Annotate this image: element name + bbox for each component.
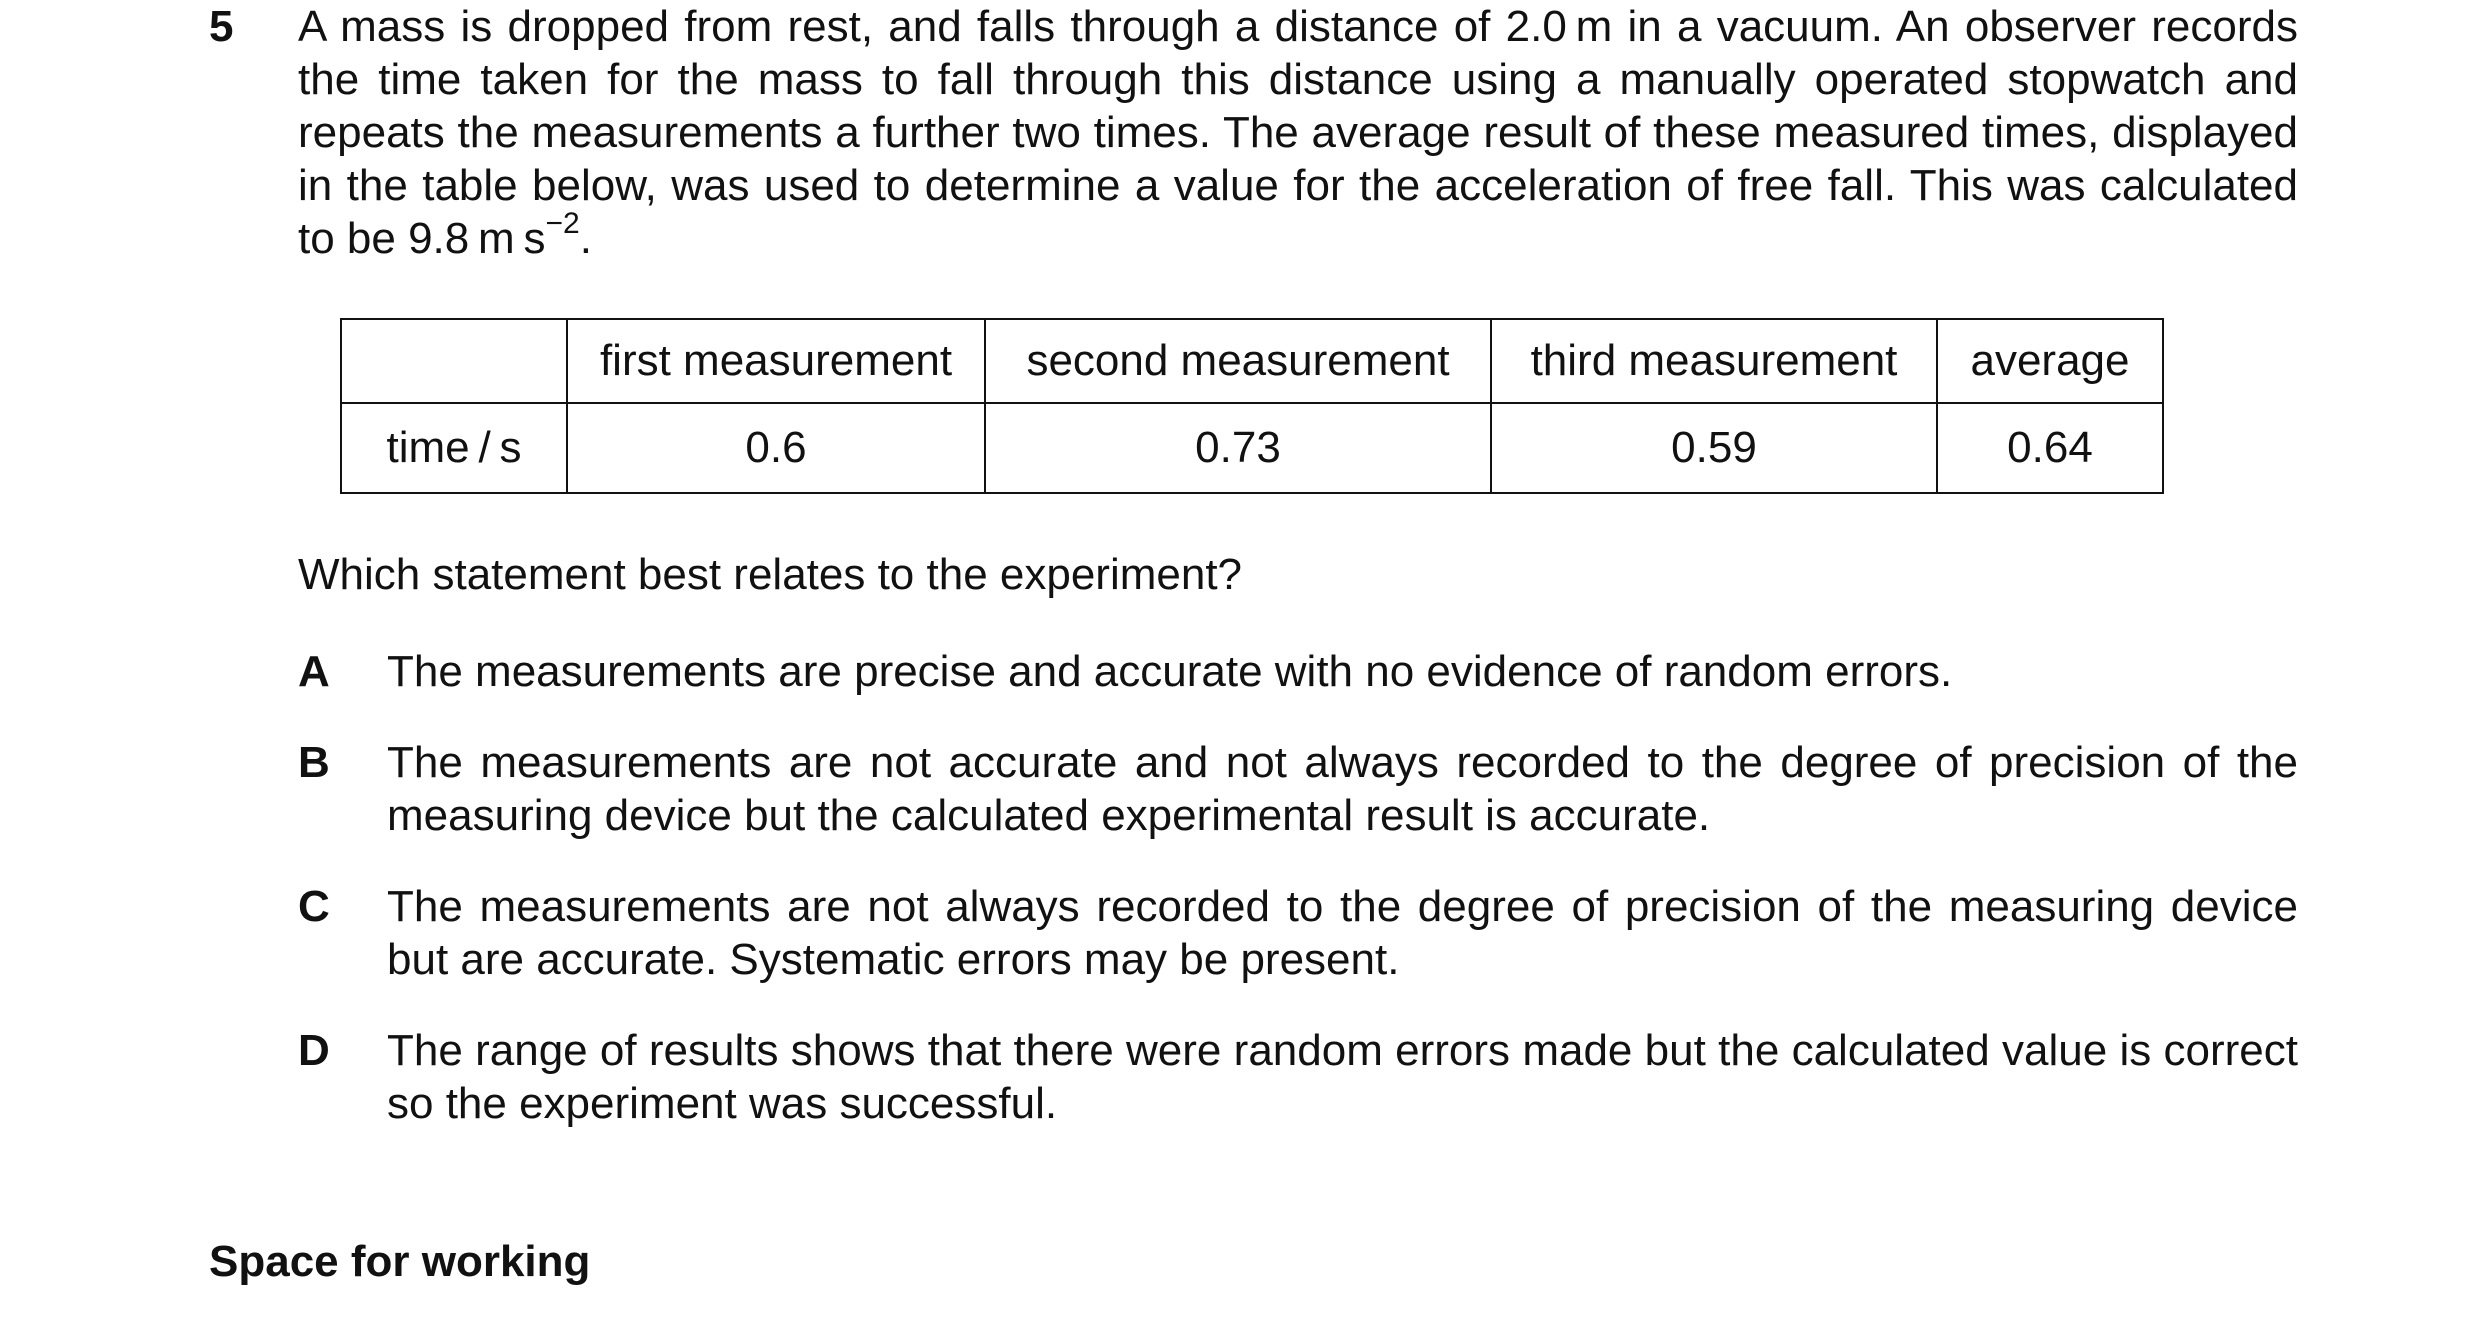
option-text: The measurements are precise and accurate with no evidence of random errors.: [387, 647, 1953, 696]
table-row-label: time / s: [341, 403, 567, 493]
table-header-row: [341, 319, 2163, 403]
option-letter: D: [298, 1026, 330, 1075]
table-header-cell: first measurement: [567, 319, 985, 403]
option-b[interactable]: [298, 736, 2298, 842]
option-letter: A: [298, 647, 330, 696]
option-a[interactable]: [298, 645, 2298, 698]
option-text: The measurements are not accurate and not always recorded to the degree of precision of the measuring device but the calculated experimental result is accurate.: [387, 738, 2298, 840]
option-letter: C: [298, 882, 330, 931]
table-cell: 0.64: [1937, 403, 2163, 493]
question-number: 5: [209, 2, 234, 51]
table-header-cell: third measurement: [1491, 319, 1937, 403]
option-c[interactable]: [298, 880, 2298, 986]
table-header-cell: average: [1937, 319, 2163, 403]
working-space-label: Space for working: [209, 1237, 591, 1286]
question-prompt: Which statement best relates to the experiment?: [298, 550, 1243, 599]
stem-period: .: [579, 214, 592, 263]
stem-paragraph: [298, 0, 2298, 265]
question-stem: [298, 0, 2298, 265]
table-header-cell: [341, 319, 567, 403]
measurements-table: [340, 318, 2164, 494]
option-letter: B: [298, 738, 330, 787]
table-cell: 0.59: [1491, 403, 1937, 493]
stem-text: A mass is dropped from rest, and falls through a distance of 2.0 m in a vacuum. An observer records the time taken for the mass to fall through this distance using a manually operated stopwatch and repeats the measurements a further two times. The average result of these measured times, displayed in the table below, was used to determine a value for the acceleration of free fall. This was calculated to be 9.8 m s: [298, 2, 2298, 263]
option-text: The measurements are not always recorded to the degree of precision of the measuring device but are accurate. Systematic errors may be present.: [387, 882, 2298, 984]
table-row: [341, 403, 2163, 493]
table-cell: 0.73: [985, 403, 1491, 493]
stem-exponent: −2: [545, 207, 580, 241]
option-text: The range of results shows that there were random errors made but the calculated value is correct so the experiment was successful.: [387, 1026, 2298, 1128]
table-cell: 0.6: [567, 403, 985, 493]
option-d[interactable]: [298, 1024, 2298, 1130]
table-header-cell: second measurement: [985, 319, 1491, 403]
